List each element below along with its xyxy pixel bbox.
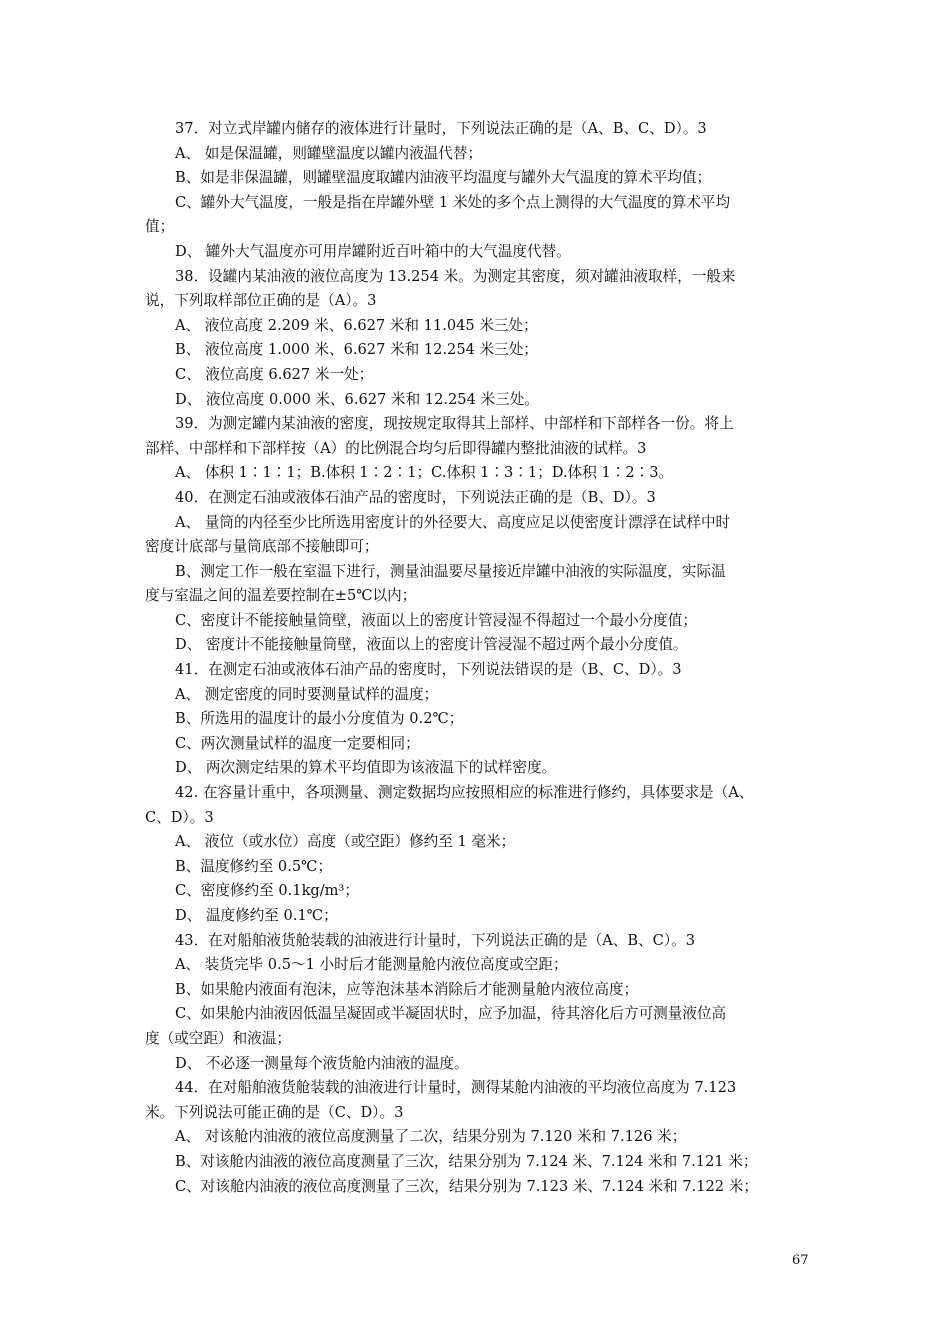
text-line: C、两次测量试样的温度一定要相同； — [175, 734, 420, 752]
text-line: D、 密度计不能接触量筒壁，液面以上的密度计管浸湿不超过两个最小分度值。 — [175, 636, 688, 654]
text-line: B、 液位高度 1.000 米、6.627 米和 12.254 米三处； — [175, 341, 538, 359]
text-line: D、 不必逐一测量每个液货舱内油液的温度。 — [175, 1054, 469, 1072]
text-line: A、 体积 1∶1∶1；B.体积 1∶2∶1；C.体积 1∶3∶1；D.体积 1∶2∶3。 — [175, 464, 674, 482]
text-line: A、 如是保温罐，则罐壁温度以罐内液温代替； — [175, 144, 483, 162]
text-line: C、密度修约至 0.1kg/m³； — [175, 882, 359, 900]
text-line: B、对该舱内油液的液位高度测量了三次，结果分别为 7.124 米、7.124 米和 7.121 米； — [175, 1152, 758, 1170]
text-line: 39．为测定罐内某油液的密度，现按规定取得其上部样、中部样和下部样各一份。将上 — [175, 415, 734, 433]
document-body — [145, 117, 807, 1199]
text-line: C、对该舱内油液的液位高度测量了三次，结果分别为 7.123 米、7.124 米和 7.122 米； — [175, 1177, 758, 1195]
text-line: B、如是非保温罐，则罐壁温度取罐内油液平均温度与罐外大气温度的算术平均值； — [175, 169, 712, 187]
text-line: 42. 在容量计重中，各项测量、测定数据均应按照相应的标准进行修约，具体要求是（A、 — [175, 784, 754, 802]
text-line: C、罐外大气温度，一般是指在岸罐外壁 1 米处的多个点上测得的大气温度的算术平均 — [175, 193, 731, 211]
text-line: 度与室温之间的温差要控制在±5℃以内； — [145, 587, 417, 605]
text-line: 40．在测定石油或液体石油产品的密度时，下列说法正确的是（B、D）。3 — [175, 488, 656, 506]
text-line: 度（或空距）和液温； — [145, 1029, 291, 1047]
text-line: B、如果舱内液面有泡沫，应等泡沫基本消除后才能测量舱内液位高度； — [175, 980, 639, 998]
text-line: A、 液位（或水位）高度（或空距）修约至 1 毫米； — [175, 833, 516, 851]
text-line: 37．对立式岸罐内储存的液体进行计量时，下列说法正确的是（A、B、C、D）。3 — [175, 120, 707, 137]
text-line: A、 液位高度 2.209 米、6.627 米和 11.045 米三处； — [175, 316, 538, 334]
text-line: A、 装货完毕 0.5～1 小时后才能测量舱内液位高度或空距； — [175, 956, 568, 974]
text-line: C、密度计不能接触量筒壁，液面以上的密度计管浸湿不得超过一个最小分度值； — [175, 611, 697, 629]
text-line: D、 罐外大气温度亦可用岸罐附近百叶箱中的大气温度代替。 — [175, 242, 571, 260]
text-line: D、 温度修约至 0.1℃； — [175, 907, 338, 924]
text-line: 值； — [145, 218, 175, 236]
text-line: 44．在对船舶液货舱装载的油液进行计量时，测得某舱内油液的平均液位高度为 7.123 — [175, 1079, 737, 1097]
text-line: 米。下列说法可能正确的是（C、D）。3 — [145, 1103, 404, 1121]
text-line: B、所选用的温度计的最小分度值为 0.2℃； — [175, 710, 464, 728]
page-number: 67 — [792, 1253, 809, 1268]
text-line: B、测定工作一般在室温下进行，测量油温要尽量接近岸罐中油液的实际温度，实际温 — [175, 562, 726, 580]
text-line: 说，下列取样部位正确的是（A）。3 — [145, 292, 377, 310]
text-line: A、 量筒的内径至少比所选用密度计的外径要大、高度应足以使密度计漂浮在试样中时 — [175, 513, 731, 531]
text-line: D、 两次测定结果的算术平均值即为该液温下的试样密度。 — [175, 759, 557, 777]
text-line: 41．在测定石油或液体石油产品的密度时，下列说法错误的是（B、C、D）。3 — [175, 661, 682, 679]
text-line: A、 测定密度的同时要测量试样的温度； — [175, 685, 439, 703]
text-line: A、 对该舱内油液的液位高度测量了二次，结果分别为 7.120 米和 7.126 米； — [175, 1128, 687, 1146]
text-line: 43．在对船舶液货舱装载的油液进行计量时，下列说法正确的是（A、B、C）。3 — [175, 931, 695, 949]
text-line: 38．设罐内某油液的液位高度为 13.254 米。为测定其密度，须对罐油液取样，一般来 — [175, 267, 736, 285]
text-line: D、 液位高度 0.000 米、6.627 米和 12.254 米三处。 — [175, 390, 539, 408]
text-line: 密度计底部与量筒底部不接触即可； — [145, 538, 379, 556]
text-line: C、如果舱内油液因低温呈凝固或半凝固状时，应予加温，待其溶化后方可测量液位高 — [175, 1005, 727, 1023]
text-line: 部样、中部样和下部样按（A）的比例混合均匀后即得罐内整批油液的试样。3 — [145, 439, 647, 457]
text-line: C、D）。3 — [145, 808, 214, 826]
text-line: C、 液位高度 6.627 米一处； — [175, 365, 374, 383]
text-line: B、温度修约至 0.5℃； — [175, 857, 333, 875]
